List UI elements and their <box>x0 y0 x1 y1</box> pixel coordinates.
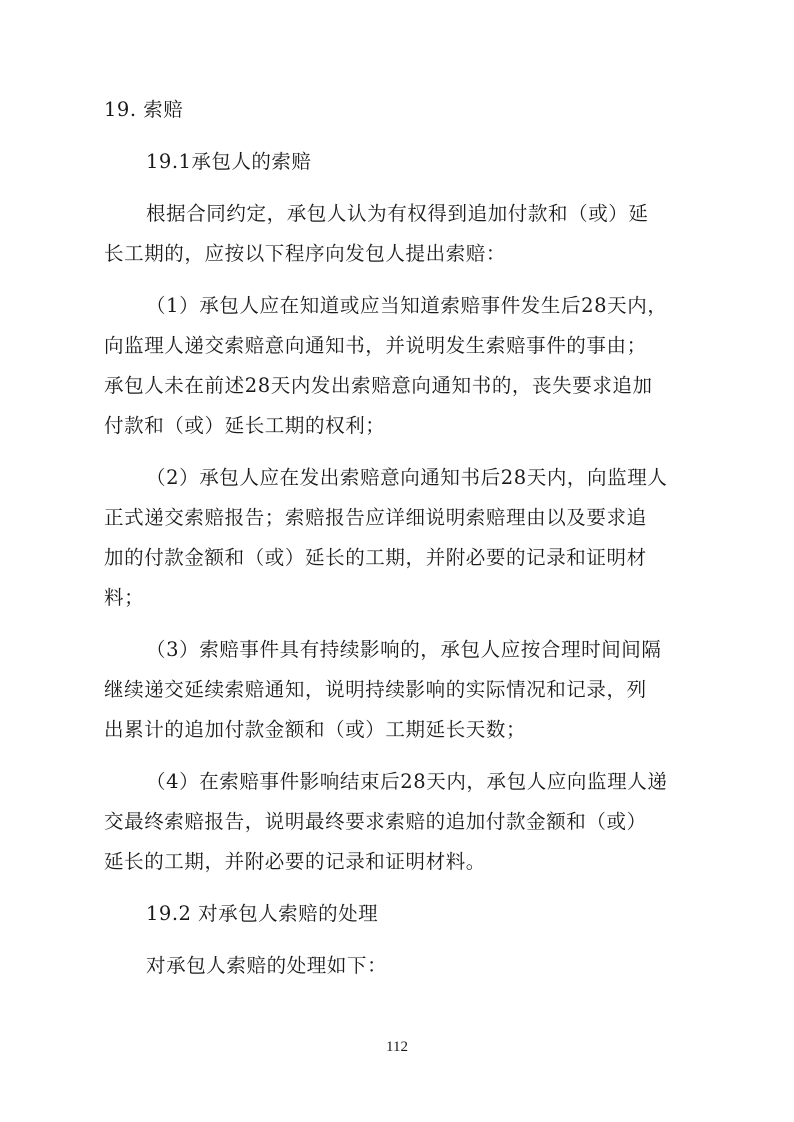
text-line: 加的付款金额和（或）延长的工期，并附必要的记录和证明材 <box>104 546 647 569</box>
text-line: 付款和（或）延长工期的权利； <box>104 414 386 437</box>
paragraph-intro-19-1 <box>104 194 694 274</box>
text-line: （3）索赔事件具有持续影响的，承包人应按合理时间间隔 <box>146 638 662 661</box>
text-line: 交最终索赔报告，说明最终要求索赔的追加付款金额和（或） <box>104 810 647 833</box>
text-line: （1）承包人应在知道或应当知道索赔事件发生后28天内， <box>146 294 668 317</box>
paragraph-item-4 <box>104 762 694 882</box>
section-heading: 19. 索赔 <box>104 98 184 121</box>
text-line: 对承包人索赔的处理如下： <box>146 954 388 977</box>
paragraph-intro-19-2 <box>104 946 694 986</box>
text-line: 向监理人递交索赔意向通知书，并说明发生索赔事件的事由； <box>104 334 647 357</box>
text-line: 料； <box>104 586 145 609</box>
text-line: 延长的工期，并附必要的记录和证明材料。 <box>104 850 486 873</box>
paragraph-item-1 <box>104 286 694 446</box>
paragraph-item-3 <box>104 630 694 750</box>
text-line: （2）承包人应在发出索赔意向通知书后28天内，向监理人 <box>146 466 668 489</box>
text-line: 正式递交索赔报告；索赔报告应详细说明索赔理由以及要求追 <box>104 506 647 529</box>
paragraph-item-2 <box>104 458 694 618</box>
document-body <box>104 90 694 998</box>
subsection-title-19-1: 19.1承包人的索赔 <box>146 150 312 173</box>
text-line: 长工期的，应按以下程序向发包人提出索赔： <box>104 242 507 265</box>
subsection-title-19-2: 19.2 对承包人索赔的处理 <box>146 902 379 925</box>
text-line: 出累计的追加付款金额和（或）工期延长天数； <box>104 718 527 741</box>
text-line: 继续递交延续索赔通知，说明持续影响的实际情况和记录，列 <box>104 678 647 701</box>
text-line: 根据合同约定，承包人认为有权得到追加付款和（或）延 <box>146 202 649 225</box>
page-number: 112 <box>386 1039 408 1055</box>
text-line: 承包人未在前述28天内发出索赔意向通知书的，丧失要求追加 <box>104 374 653 397</box>
text-line: （4）在索赔事件影响结束后28天内，承包人应向监理人递 <box>146 770 668 793</box>
